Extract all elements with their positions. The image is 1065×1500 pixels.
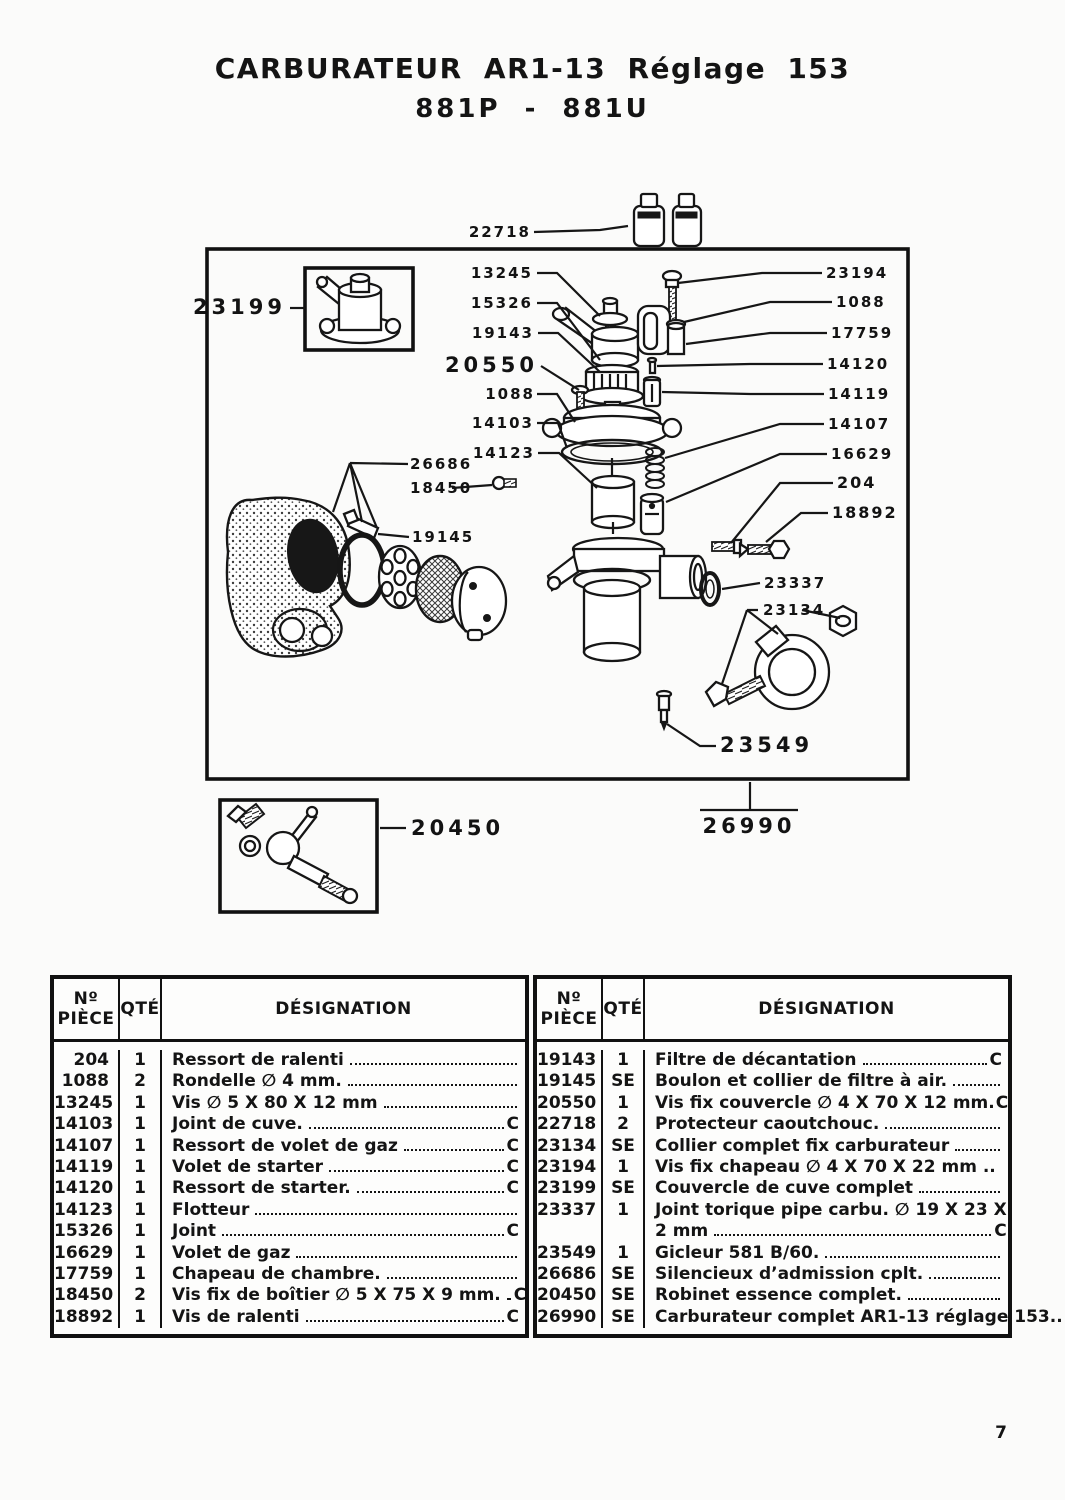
part-number-cell: 14123 (54, 1200, 120, 1221)
dot-leader (306, 1320, 504, 1322)
table-row (54, 1200, 525, 1221)
part-callout: 23194 (826, 264, 889, 282)
designation-text: Vis fix de boîtier ∅ 5 X 75 X 9 mm. (172, 1285, 501, 1306)
designation-line (172, 1200, 519, 1221)
dot-leader (507, 1298, 511, 1300)
designation-line (172, 1136, 519, 1157)
dot-leader (357, 1191, 504, 1193)
table-row (537, 1243, 1008, 1264)
designation-cell (645, 1264, 1008, 1285)
part-number-cell: 13245 (54, 1093, 120, 1114)
qty-cell: 1 (120, 1114, 162, 1135)
designation-text: Vis de ralenti (172, 1306, 300, 1327)
designation-line (655, 1050, 1002, 1071)
designation-line (172, 1071, 519, 1092)
designation-suffix: C (506, 1114, 519, 1135)
part-number-cell: 22718 (537, 1114, 603, 1135)
part-number-cell: 1088 (54, 1071, 120, 1092)
header-qty: QTÉ (603, 979, 645, 1039)
header-designation: DÉSIGNATION (275, 999, 412, 1019)
qty-cell: 1 (120, 1093, 162, 1114)
qty-cell: 2 (603, 1114, 645, 1135)
qty-cell: SE (603, 1178, 645, 1199)
table-row (54, 1221, 525, 1242)
part-protectors (634, 194, 701, 246)
part-number-cell: 14119 (54, 1157, 120, 1178)
part-callout: 19145 (412, 528, 475, 546)
header-piece: Nº PIÈCE (537, 979, 603, 1039)
part-number-cell: 14120 (54, 1178, 120, 1199)
designation-line (655, 1178, 1002, 1199)
parts-table-left (50, 975, 529, 1338)
part-number-cell: 20550 (537, 1093, 603, 1114)
designation-cell (645, 1093, 1014, 1114)
part-callout: 16629 (831, 445, 894, 463)
part-carb-body (548, 538, 856, 730)
part-number-cell: 14107 (54, 1136, 120, 1157)
qty-cell: 1 (120, 1307, 162, 1328)
dot-leader (953, 1084, 1000, 1086)
designation-suffix: C (506, 1306, 519, 1327)
part-number-cell: 15326 (54, 1221, 120, 1242)
dot-leader (714, 1234, 991, 1236)
qty-cell: 1 (120, 1136, 162, 1157)
part-number-cell: 16629 (54, 1243, 120, 1264)
part-air-filter (227, 477, 516, 657)
qty-cell: 1 (120, 1178, 162, 1199)
designation-line (655, 1264, 1002, 1285)
qty-cell: 1 (120, 1264, 162, 1285)
designation-cell (162, 1093, 525, 1114)
table-body (54, 1042, 525, 1334)
designation-cell (645, 1178, 1008, 1199)
part-callout: 204 (837, 473, 877, 492)
part-callout: 20550 (444, 353, 538, 377)
table-row (54, 1285, 525, 1306)
table-row (54, 1264, 525, 1285)
qty-cell: 1 (120, 1200, 162, 1221)
part-number-cell: 23199 (537, 1178, 603, 1199)
designation-text: Ressort de ralenti (172, 1050, 344, 1070)
table-row (537, 1264, 1008, 1285)
designation-line (655, 1285, 1002, 1306)
designation-text: Vis fix chapeau ∅ 4 X 70 X 22 mm .. (655, 1157, 996, 1178)
part-callout: 19143 (471, 324, 534, 342)
part-callout: 26990 (702, 814, 796, 838)
dot-leader (863, 1063, 987, 1065)
designation-line (655, 1157, 1002, 1178)
dot-leader (348, 1084, 517, 1086)
qty-cell: 1 (603, 1200, 645, 1243)
part-callout: 23549 (720, 733, 814, 757)
qty-cell: SE (603, 1285, 645, 1306)
designation-cell (645, 1243, 1008, 1264)
part-callout: 14119 (828, 385, 891, 403)
part-callout: 18450 (410, 479, 473, 497)
part-number-cell: 26990 (537, 1307, 603, 1328)
part-callout: 26686 (410, 455, 473, 473)
designation-line (172, 1221, 519, 1242)
qty-cell: SE (603, 1307, 645, 1328)
designation-cell (162, 1178, 525, 1199)
page-title: CARBURATEUR AR1-13 Réglage 153 (214, 52, 851, 85)
part-number-cell: 17759 (54, 1264, 120, 1285)
designation-cell (162, 1136, 525, 1157)
table-row (54, 1093, 525, 1114)
part-number-cell: 20450 (537, 1285, 603, 1306)
page-subtitle: 881P - 881U (415, 94, 650, 124)
table-row (54, 1178, 525, 1199)
designation-line (172, 1264, 519, 1285)
designation-text: Ressort de starter. (172, 1178, 351, 1199)
dot-leader (309, 1127, 504, 1129)
part-number-cell: 23549 (537, 1243, 603, 1264)
designation-suffix: C (506, 1157, 519, 1178)
designation-line (655, 1243, 1002, 1264)
qty-cell: 2 (120, 1285, 162, 1306)
qty-cell: 2 (120, 1071, 162, 1092)
designation-suffix: C (506, 1135, 519, 1156)
part-callout: 15326 (470, 294, 533, 312)
designation-cell (162, 1071, 525, 1092)
dot-leader (350, 1063, 517, 1065)
dot-leader (929, 1277, 1000, 1279)
designation-suffix: C (989, 1050, 1002, 1070)
table-row (537, 1157, 1008, 1178)
part-number-cell: 23194 (537, 1157, 603, 1178)
designation-cell (645, 1136, 1008, 1157)
dot-leader (222, 1234, 503, 1236)
table-row (54, 1050, 525, 1071)
table-row (54, 1071, 525, 1092)
table-row (537, 1285, 1008, 1306)
designation-line (172, 1285, 526, 1306)
qty-cell: 1 (603, 1243, 645, 1264)
part-starter-cluster (638, 271, 685, 406)
designation-text: Carburateur complet AR1-13 réglage 153.. (655, 1306, 1063, 1327)
part-callout: 14123 (472, 444, 535, 462)
designation-cell (645, 1200, 1013, 1243)
part-callout: 20450 (411, 816, 505, 840)
table-body (537, 1042, 1063, 1334)
part-callout: 23199 (192, 295, 286, 319)
qty-cell: 1 (120, 1050, 162, 1071)
designation-cell (162, 1114, 525, 1135)
part-callout: 23134 (763, 601, 826, 619)
part-number-cell: 23134 (537, 1136, 603, 1157)
designation-text: Silencieux d’admission cplt. (655, 1264, 924, 1285)
parts-table-right (533, 975, 1063, 1338)
designation-cell (645, 1071, 1008, 1092)
designation-cell (645, 1157, 1008, 1178)
dot-leader (384, 1106, 517, 1108)
table-row (537, 1093, 1008, 1114)
dot-leader (885, 1127, 1000, 1129)
qty-cell: 1 (120, 1243, 162, 1264)
designation-line (172, 1178, 519, 1199)
designation-suffix: C (995, 1092, 1009, 1113)
dot-leader (825, 1256, 1000, 1258)
designation-line (655, 1114, 1002, 1135)
part-callout: 1088 (485, 385, 535, 403)
designation-cell (645, 1114, 1008, 1135)
designation-text: Gicleur 581 B/60. (655, 1242, 820, 1263)
qty-cell: 1 (603, 1093, 645, 1114)
header-designation: DÉSIGNATION (758, 999, 895, 1019)
dot-leader (329, 1170, 503, 1172)
qty-cell: SE (603, 1264, 645, 1285)
designation-text: Volet de starter (172, 1157, 324, 1178)
designation-text: Flotteur (172, 1199, 250, 1220)
designation-text: Rondelle ∅ 4 mm. (172, 1071, 342, 1092)
part-number-cell: 18892 (54, 1307, 120, 1328)
dot-leader (387, 1277, 517, 1279)
designation-cell (162, 1243, 525, 1264)
parts-tables (50, 975, 1063, 1338)
designation-text: Ressort de volet de gaz (172, 1135, 398, 1156)
header-qty: QTÉ (120, 979, 162, 1039)
designation-cell (645, 1050, 1008, 1071)
part-number-cell: 14103 (54, 1114, 120, 1135)
table-row (54, 1307, 525, 1328)
part-callout: 13245 (470, 264, 533, 282)
qty-cell: SE (603, 1071, 645, 1092)
part-callout: 17759 (831, 324, 894, 342)
table-row (537, 1071, 1008, 1092)
designation-text: Boulon et collier de filtre à air. (655, 1071, 948, 1092)
header-piece: Nº PIÈCE (54, 979, 120, 1039)
part-number-cell: 26686 (537, 1264, 603, 1285)
designation-cell (162, 1221, 525, 1242)
designation-line (172, 1050, 519, 1071)
part-callout: 1088 (836, 293, 886, 311)
table-row (54, 1157, 525, 1178)
designation-cell (162, 1307, 525, 1328)
dot-leader (908, 1298, 1000, 1300)
designation-line (655, 1307, 1063, 1328)
part-callout: 22718 (468, 223, 531, 241)
designation-text: Couvercle de cuve complet (655, 1178, 914, 1199)
designation-suffix: C (506, 1221, 519, 1242)
qty-cell: 1 (120, 1157, 162, 1178)
page-number: 7 (995, 1423, 1007, 1443)
part-fuel-tap (228, 804, 357, 903)
part-callout: 18892 (832, 503, 898, 522)
designation-text: Joint (172, 1221, 217, 1242)
designation-text: Filtre de décantation (655, 1050, 857, 1070)
table-header (537, 979, 1008, 1042)
designation-text: Robinet essence complet. (655, 1285, 902, 1306)
table-row (537, 1200, 1008, 1243)
designation-suffix: C (994, 1221, 1007, 1242)
designation-text: Chapeau de chambre. (172, 1264, 381, 1285)
designation-line (655, 1200, 1007, 1221)
dot-leader (955, 1149, 1000, 1151)
designation-suffix: C (513, 1285, 527, 1306)
table-row (537, 1306, 1063, 1328)
dot-leader (296, 1256, 517, 1258)
table-row (537, 1114, 1008, 1135)
designation-cell (645, 1307, 1065, 1328)
designation-line (655, 1093, 1008, 1114)
designation-text: Volet de gaz (172, 1242, 291, 1263)
part-cuve-cover (317, 274, 400, 343)
designation-cell (162, 1200, 525, 1221)
part-callout: 14107 (828, 415, 891, 433)
designation-line (172, 1307, 519, 1328)
part-number-cell: 19143 (537, 1050, 603, 1071)
designation-cell (645, 1285, 1008, 1306)
part-number-cell: 18450 (54, 1285, 120, 1306)
designation-text: 2 mm (655, 1221, 709, 1242)
part-callout: 14103 (471, 414, 534, 432)
qty-cell: 1 (603, 1050, 645, 1071)
designation-cell (162, 1050, 525, 1071)
qty-cell: SE (603, 1136, 645, 1157)
designation-suffix: C (506, 1178, 519, 1199)
designation-cell (162, 1157, 525, 1178)
exploded-diagram (0, 180, 1065, 950)
qty-cell: 1 (120, 1221, 162, 1242)
part-callout: 14120 (827, 355, 890, 373)
designation-text: Protecteur caoutchouc. (655, 1114, 880, 1135)
table-header (54, 979, 525, 1042)
designation-line (655, 1221, 1007, 1242)
table-row (537, 1136, 1008, 1157)
designation-line (172, 1157, 519, 1178)
part-number-cell: 204 (54, 1050, 120, 1071)
designation-cell (162, 1285, 532, 1306)
designation-text: Joint de cuve. (172, 1114, 303, 1135)
qty-cell: 1 (603, 1157, 645, 1178)
designation-text: Collier complet fix carburateur (655, 1135, 950, 1156)
table-row (54, 1136, 525, 1157)
part-number-cell: 23337 (537, 1200, 603, 1243)
designation-text: Vis ∅ 5 X 80 X 12 mm (172, 1092, 378, 1113)
table-row (54, 1114, 525, 1135)
dot-leader (255, 1213, 517, 1215)
designation-line (172, 1093, 519, 1114)
dot-leader (919, 1191, 1000, 1193)
designation-text: Vis fix couvercle ∅ 4 X 70 X 12 mm. (655, 1092, 995, 1113)
designation-line (172, 1114, 519, 1135)
part-number-cell: 19145 (537, 1071, 603, 1092)
designation-line (655, 1136, 1002, 1157)
designation-cell (162, 1264, 525, 1285)
table-row (54, 1243, 525, 1264)
table-row (537, 1050, 1008, 1071)
designation-text: Joint torique pipe carbu. ∅ 19 X 23 X (655, 1199, 1007, 1220)
dot-leader (404, 1149, 504, 1151)
designation-line (655, 1071, 1002, 1092)
designation-line (172, 1243, 519, 1264)
table-row (537, 1178, 1008, 1199)
part-callout: 23337 (764, 574, 827, 592)
